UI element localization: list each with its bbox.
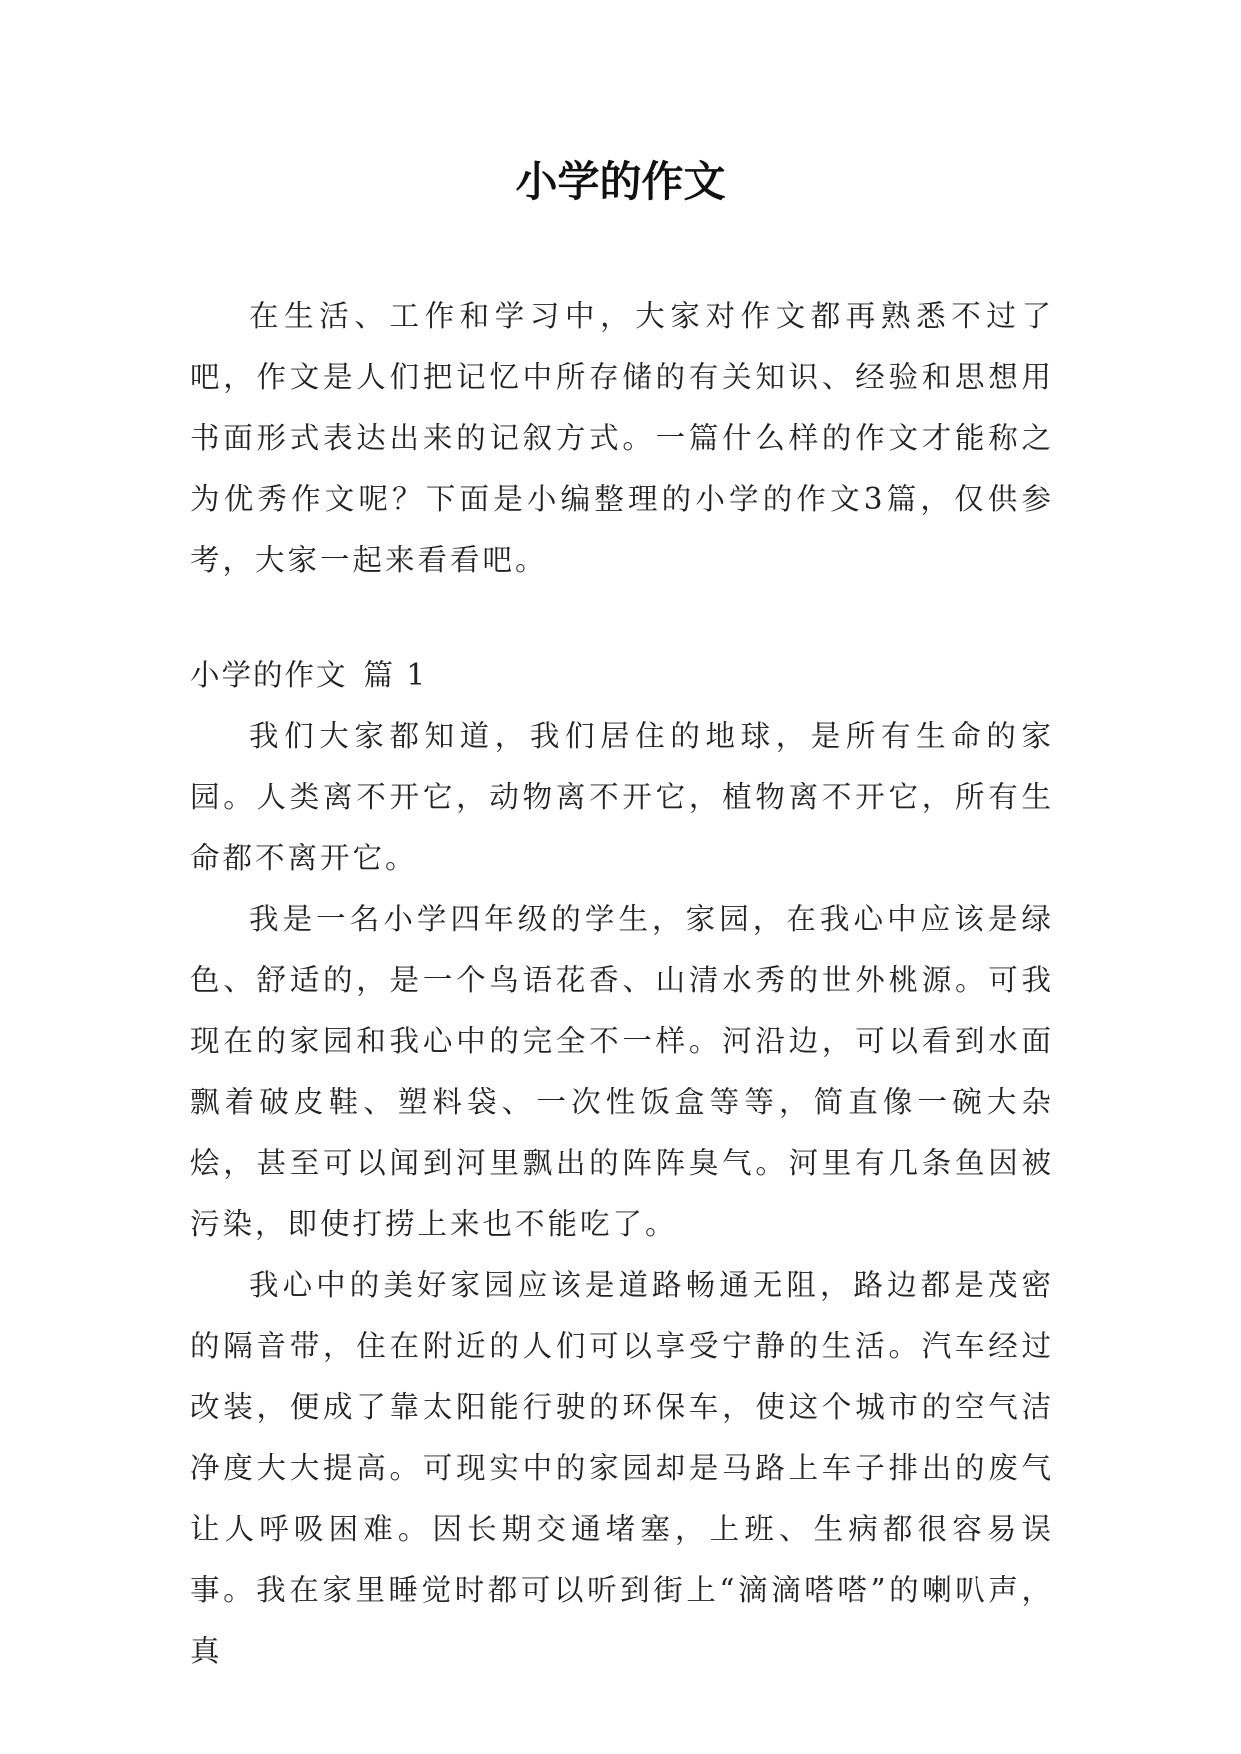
section-paragraph: 我心中的美好家园应该是道路畅通无阻，路边都是茂密的隔音带，住在附近的人们可以享受宁静的生活。汽车经过改装，便成了靠太阳能行驶的环保车，使这个城市的空气洁净度大大提高。可现实中的家园却是马路上车子排出的废气让人呼吸困难。因长期交通堵塞，上班、生病都很容易误事。我在家里睡觉时都可以听到街上“滴滴嗒嗒”的喇叭声，真: [190, 1268, 1054, 1668]
section-heading-label: 篇 1: [363, 658, 428, 692]
document-body: [190, 286, 1054, 1682]
section-heading-title: 小学的作文: [190, 658, 348, 692]
section-paragraph: 我们大家都知道，我们居住的地球，是所有生命的家园。人类离不开它，动物离不开它，植物离不开它，所有生命都不离开它。: [190, 719, 1054, 875]
section-heading: [190, 645, 1054, 706]
document-title: 小学的作文: [515, 157, 726, 206]
section-paragraph: 我是一名小学四年级的学生，家园，在我心中应该是绿色、舒适的，是一个鸟语花香、山清水秀的世外桃源。可我现在的家园和我心中的完全不一样。河沿边，可以看到水面飘着破皮鞋、塑料袋、一次性饭盒等等，简直像一碗大杂烩，甚至可以闻到河里飘出的阵阵臭气。河里有几条鱼因被污染，即使打捞上来也不能吃了。: [190, 902, 1054, 1241]
intro-paragraph: 在生活、工作和学习中，大家对作文都再熟悉不过了吧，作文是人们把记忆中所存储的有关知识、经验和思想用书面形式表达出来的记叙方式。一篇什么样的作文才能称之为优秀作文呢？下面是小编整理的小学的作文3篇，仅供参考，大家一起来看看吧。: [190, 299, 1054, 577]
